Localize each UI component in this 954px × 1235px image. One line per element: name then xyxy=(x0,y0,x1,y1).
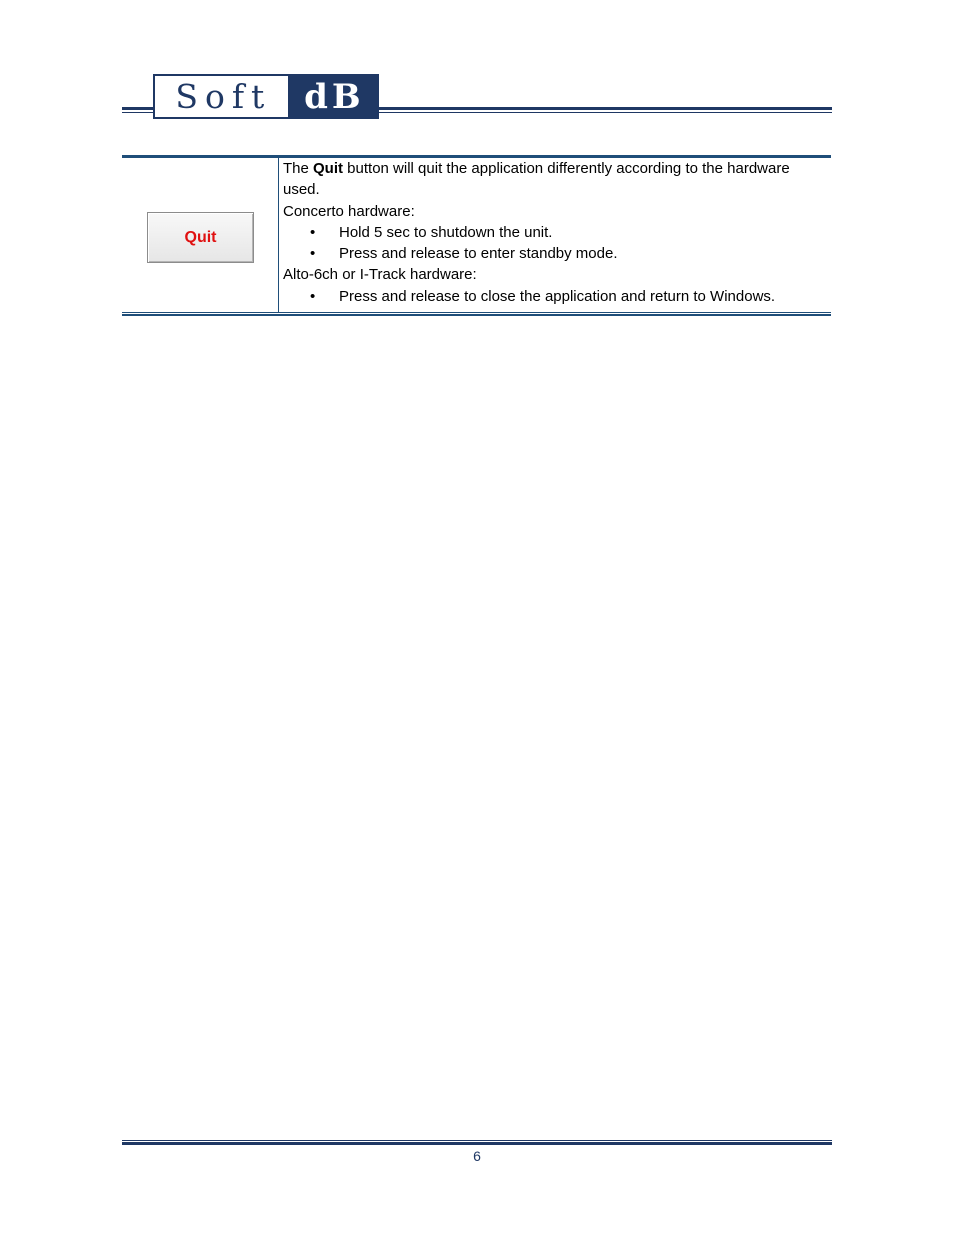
intro-text-start: The xyxy=(283,160,314,177)
table-bottom-border-thick xyxy=(122,314,831,316)
softdb-logo xyxy=(153,74,379,119)
intro-text-end: button will quit the application differently according to the hardware used. xyxy=(283,160,790,199)
footer-rule-thick xyxy=(122,1142,832,1145)
footer-rule-thin xyxy=(122,1140,832,1141)
list-item xyxy=(283,286,823,307)
table-column-divider xyxy=(278,158,279,312)
section-concerto-title: Concerto hardware: xyxy=(283,202,415,220)
bullet-icon: • xyxy=(310,287,316,305)
concerto-list xyxy=(283,222,823,265)
page-number: 6 xyxy=(473,1148,481,1164)
bullet-icon: • xyxy=(310,245,316,263)
logo-soft-text: Soft xyxy=(153,74,290,119)
intro-bold-term: Quit xyxy=(313,160,344,177)
list-item-text: Press and release to close the application and return to Windows. xyxy=(339,287,776,305)
quit-button[interactable]: Quit xyxy=(147,212,254,263)
bullet-icon: • xyxy=(310,223,316,241)
list-item xyxy=(283,243,823,264)
list-item-text: Hold 5 sec to shutdown the unit. xyxy=(339,223,553,241)
logo-db-text: dB xyxy=(290,74,379,119)
table-bottom-border-thin xyxy=(122,312,831,313)
section-alto-title: Alto-6ch or I-Track hardware: xyxy=(283,266,477,284)
list-item-text: Press and release to enter standby mode. xyxy=(339,245,618,263)
quit-description xyxy=(283,158,823,307)
intro-paragraph xyxy=(283,158,823,201)
alto-list xyxy=(283,286,823,307)
list-item xyxy=(283,222,823,243)
